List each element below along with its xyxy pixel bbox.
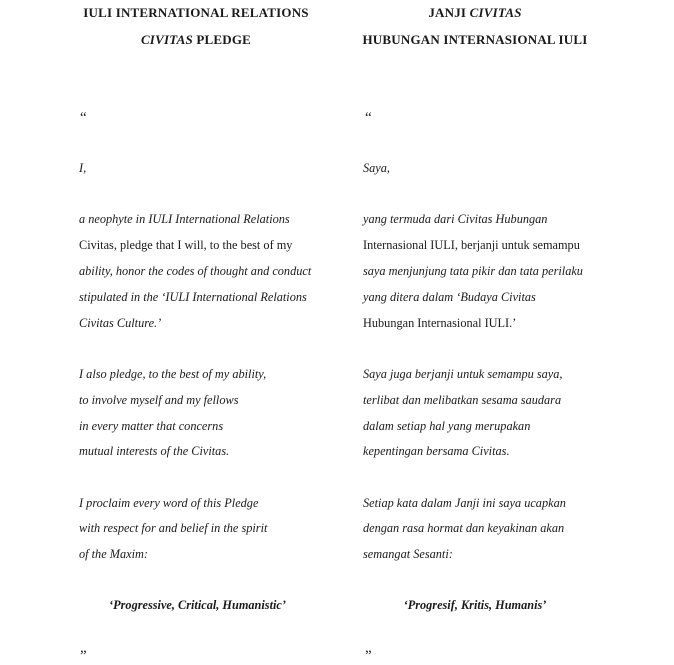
english-para2-line4: mutual interests of the Civitas. — [79, 444, 230, 458]
english-para2-line2: to involve myself and my fellows — [79, 393, 239, 407]
english-maxim: ‘Progressive, Critical, Humanistic’ — [109, 598, 286, 612]
english-para1-line4: stipulated in the ‘IULI International Relations — [79, 290, 307, 304]
indonesian-para1-line3: saya menjunjung tata pikir dan tata perilaku — [363, 264, 583, 278]
english-title-pledge: PLEDGE — [192, 32, 252, 47]
indonesian-para1-line1: yang termuda dari Civitas Hubungan — [363, 212, 548, 226]
indonesian-para1-line4: yang ditera dalam ‘Budaya Civitas — [363, 290, 536, 304]
english-para3-line1: I proclaim every word of this Pledge — [79, 496, 259, 510]
english-para2-line3: in every matter that concerns — [79, 419, 224, 433]
english-para1-line5: Civitas Culture.’ — [79, 316, 162, 330]
indonesian-para1-line2: Internasional IULI, berjanji untuk semampu — [363, 238, 580, 252]
english-close-quote: ” — [80, 648, 87, 664]
english-para1-line3: ability, honor the codes of thought and conduct — [79, 264, 312, 278]
indonesian-para2-line2: terlibat dan melibatkan sesama saudara — [363, 393, 562, 407]
indonesian-para1-line5: Hubungan Internasional IULI.’ — [363, 316, 517, 330]
indonesian-para3-line2: dengan rasa hormat dan keyakinan akan — [363, 521, 565, 535]
indonesian-para2-line3: dalam setiap hal yang merupakan — [363, 419, 531, 433]
english-para3-line3: of the Maxim: — [79, 547, 148, 561]
indonesian-title-line1 — [330, 5, 620, 21]
english-opening: I, — [79, 161, 87, 175]
english-para2-line1: I also pledge, to the best of my ability, — [79, 367, 267, 381]
english-para1-line1: a neophyte in IULI International Relations — [79, 212, 290, 226]
english-para3-line2: with respect for and belief in the spirit — [79, 521, 268, 535]
indonesian-para2-line4: kepentingan bersama Civitas. — [363, 444, 510, 458]
english-title-civitas: CIVITAS — [140, 32, 193, 47]
english-open-quote: “ — [80, 110, 87, 126]
english-para1-line2 — [79, 237, 292, 253]
indonesian-maxim: ‘Progresif, Kritis, Humanis’ — [403, 598, 547, 612]
indonesian-title-civitas: CIVITAS — [469, 5, 522, 20]
indonesian-title-janji: JANJI — [428, 5, 470, 20]
english-title-line1: IULI INTERNATIONAL RELATIONS — [83, 5, 309, 20]
indonesian-close-quote: ” — [365, 648, 372, 664]
indonesian-para3-line1: Setiap kata dalam Janji ini saya ucapkan — [363, 496, 566, 510]
indonesian-open-quote: “ — [365, 110, 372, 126]
indonesian-opening: Saya, — [363, 161, 390, 175]
english-para1-line2-text: Civitas, pledge that I will, to the best of my — [79, 238, 293, 252]
indonesian-para3-line3: semangat Sesanti: — [363, 547, 453, 561]
indonesian-para2-line1: Saya juga berjanji untuk semampu saya, — [363, 367, 563, 381]
indonesian-title-line2: HUBUNGAN INTERNASIONAL IULI — [362, 32, 588, 47]
